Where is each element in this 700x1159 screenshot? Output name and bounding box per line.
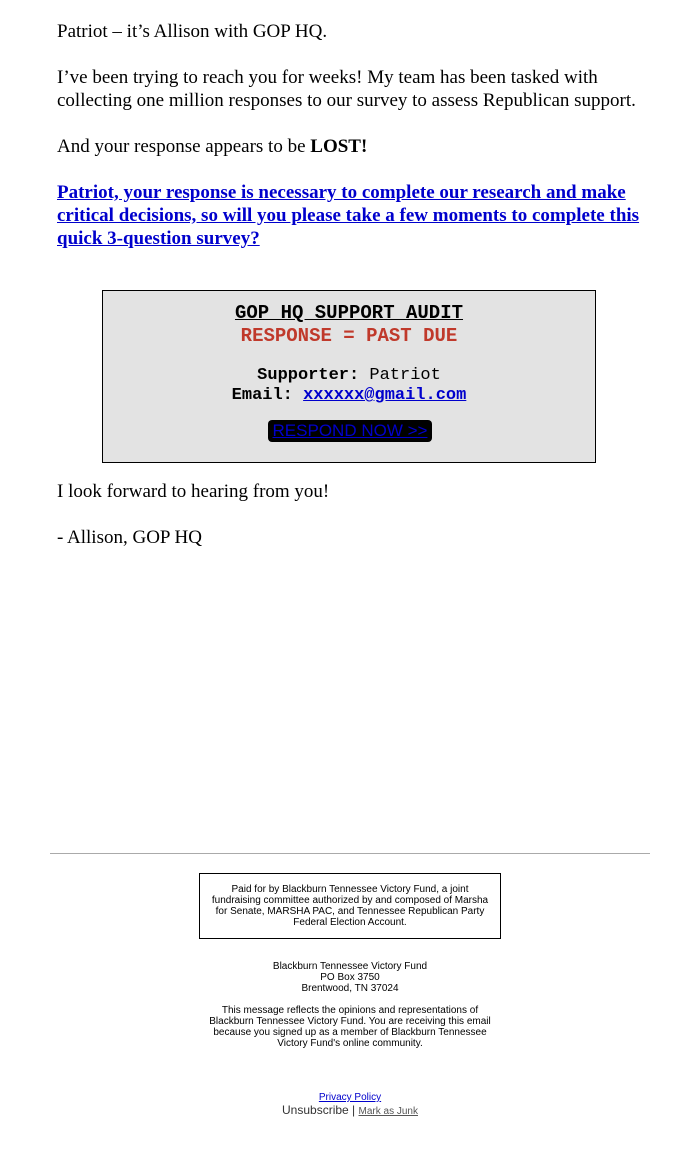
link-separator: | xyxy=(348,1103,359,1117)
audit-status: RESPONSE = PAST DUE xyxy=(240,325,458,347)
disclaimer-text: This message reflects the opinions and representations of Blackburn Tennessee Victory Fund. You are receiving this email because you signed up as a member of Blackburn Tennessee Victory Fund's online community. xyxy=(209,1005,491,1049)
support-audit-box xyxy=(102,290,596,463)
lost-paragraph xyxy=(57,135,647,158)
signature-text: - Allison, GOP HQ xyxy=(57,527,202,548)
supporter-row xyxy=(103,366,595,386)
email-body xyxy=(57,20,647,264)
supporter-label: Supporter: xyxy=(257,366,360,385)
lost-emphasis: LOST! xyxy=(310,136,368,157)
address-name: Blackburn Tennessee Victory Fund xyxy=(272,961,428,972)
privacy-policy-link[interactable]: Privacy Policy xyxy=(318,1092,382,1103)
intro-paragraph: I’ve been trying to reach you for weeks! My team has been tasked with collecting one million responses to our survey to assess Republican support. xyxy=(57,67,636,111)
footer-links xyxy=(200,1092,500,1119)
greeting-text: Patriot – it’s Allison with GOP HQ. xyxy=(57,21,328,42)
closing-section xyxy=(57,480,647,572)
email-row xyxy=(103,386,595,406)
address-po-box: PO Box 3750 xyxy=(320,972,380,983)
survey-headline-link[interactable]: Patriot, your response is necessary to complete our research and make critical decisions, so will you please take a few moments to complete this quick 3-question survey? xyxy=(57,182,640,249)
paid-for-box xyxy=(199,873,501,939)
paid-for-text: Paid for by Blackburn Tennessee Victory Fund, a joint fundraising committee authorized by and composed of Marsha for Senate, MARSHA PAC, and Tennessee Republican Party Federal Election Account. xyxy=(211,884,489,928)
audit-title: GOP HQ SUPPORT AUDIT xyxy=(234,302,464,324)
closing-text: I look forward to hearing from you! xyxy=(57,481,330,502)
supporter-value: Patriot xyxy=(369,366,441,385)
address-city: Brentwood, TN 37024 xyxy=(301,983,399,994)
unsubscribe-line xyxy=(200,1103,500,1119)
respond-now-button[interactable]: RESPOND NOW >> xyxy=(268,420,432,442)
email-label: Email: xyxy=(231,386,293,405)
mark-as-junk-link[interactable]: Mark as Junk xyxy=(358,1106,418,1117)
mailing-address xyxy=(150,961,550,994)
footer-divider xyxy=(50,853,650,854)
email-link[interactable]: xxxxxx@gmail.com xyxy=(303,386,467,405)
lost-paragraph-prefix: And your response appears to be xyxy=(57,136,311,157)
unsubscribe-text[interactable]: Unsubscribe xyxy=(282,1103,349,1117)
